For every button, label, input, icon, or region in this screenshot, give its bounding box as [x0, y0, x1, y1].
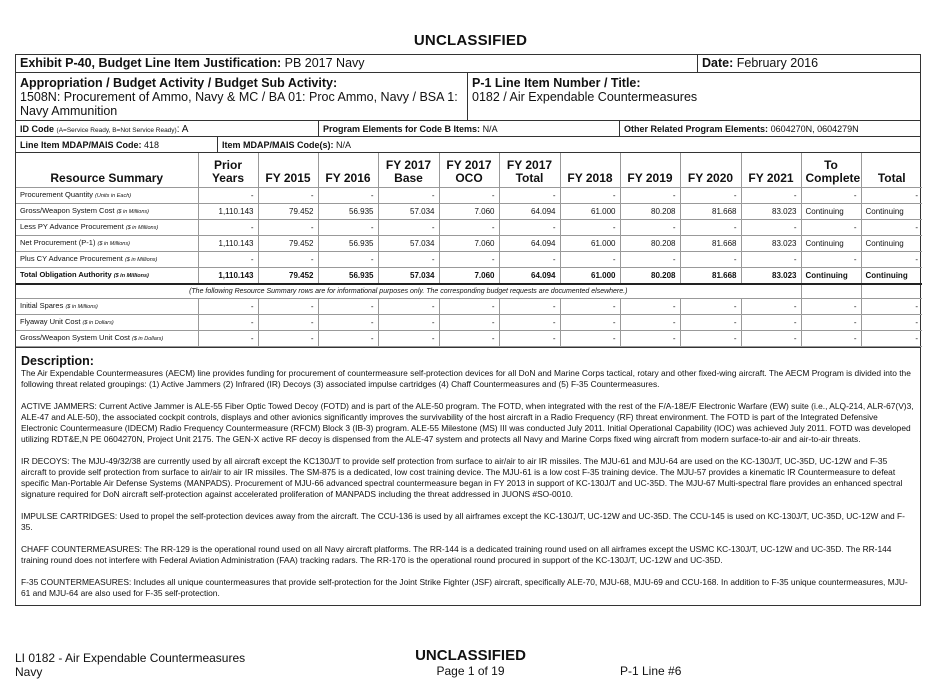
table-cell: -: [258, 315, 318, 331]
table-row: [16, 299, 922, 315]
table-cell: -: [741, 220, 801, 236]
table-cell: -: [801, 299, 861, 315]
row-label-text: Gross/Weapon System Cost: [20, 206, 115, 215]
table-cell: -: [499, 315, 560, 331]
table-cell: 79.452: [258, 236, 318, 252]
column-header: FY 2016: [318, 153, 378, 188]
row-unit: ($ in Millions): [116, 209, 149, 215]
other-program-elements-value: 0604270N, 0604279N: [770, 124, 859, 134]
resource-summary-body: [16, 188, 922, 347]
item-mdap-cell: [218, 137, 920, 152]
appropriation-label: Appropriation / Budget Activity / Budget Sub Activity:: [20, 76, 338, 90]
description-paragraph: ACTIVE JAMMERS: Current Active Jammer is ALE-55 Fiber Optic Towed Decoy (FOTD) and is part of the ALE-50 program. The FOTD, when integrated with the rest of the F/A-18E/F Electronic Warfare (EW) suite (i.e., ALQ-214, ALR-67(V)3, ALE-47 and ALE-50), the associated cockpit controls, displays and other avionics significantly improves the survivability of the host aircraft in a Radio Frequency (RF) threat environment. The FOTD is part of the Integrated Defensive Electronic Countermeasure (IDECM) Radio Frequency Countermeasure (RFCM) Block 3 (IB-3) program. ALE-55 Milestone (MS) III was conducted July 2011. Initial Operational Capability (IOC) was achieved July 2011. FOTD was developed utilizing RDT&E,N PE 0604270N, Project Unit 2175. The GEN-X active RF decoy is dispensed from the ALE-47 system and protects all Navy and Marine Corps fixed wing aircraft from modern surface-to-air and air-to-air threats.: [21, 401, 914, 444]
program-elements-code-b-value: N/A: [482, 124, 498, 134]
footer-line-item: LI 0182 - Air Expendable Countermeasures: [15, 651, 246, 665]
line-item-mdap-cell: [16, 137, 218, 152]
table-cell: 81.668: [680, 204, 741, 220]
id-code-label: ID Code: [20, 124, 55, 134]
table-cell: -: [560, 331, 620, 347]
row-label: [16, 204, 198, 220]
table-row: [16, 315, 922, 331]
table-cell: 64.094: [499, 204, 560, 220]
table-cell: 57.034: [378, 268, 439, 285]
table-cell: -: [741, 252, 801, 268]
table-cell: -: [439, 188, 499, 204]
exhibit-label: Exhibit P-40, Budget Line Item Justification:: [20, 56, 282, 70]
p1-line-item-label: P-1 Line Item Number / Title:: [472, 76, 641, 90]
date-label: Date:: [702, 56, 734, 70]
table-cell: 7.060: [439, 268, 499, 285]
table-cell: -: [861, 188, 922, 204]
table-row: [16, 252, 922, 268]
table-cell: -: [198, 331, 258, 347]
row-label: [16, 236, 198, 252]
row-label: [16, 268, 198, 285]
resource-summary-header-row: [16, 153, 922, 188]
table-cell: 56.935: [318, 236, 378, 252]
row-label-text: Procurement Quantity: [20, 190, 93, 199]
table-cell: -: [378, 315, 439, 331]
table-cell: -: [560, 252, 620, 268]
table-cell: -: [318, 299, 378, 315]
table-cell: -: [258, 252, 318, 268]
description-paragraph: CHAFF COUNTERMEASURES: The RR-129 is the operational round used on all Navy aircraft platforms. The RR-144 is a dedicated training round used on all airframes except the USMC KC-130J/T, UC-12W and UC-35D. The RR-144 training round does not interfere with Federal Aviation Administration (FAA) tracking radars. The RR-170 is the operational round procured in support of the KC-130J/T, UC-12W and UC-35D.: [21, 544, 892, 565]
table-cell: -: [680, 299, 741, 315]
table-cell: 61.000: [560, 236, 620, 252]
id-code-row: [16, 121, 920, 137]
table-cell: -: [258, 331, 318, 347]
table-cell: -: [499, 299, 560, 315]
row-label-text: Net Procurement (P-1): [20, 238, 96, 247]
table-cell: -: [861, 315, 922, 331]
table-cell: -: [378, 252, 439, 268]
row-unit: (Units in Each): [95, 193, 132, 199]
table-cell: -: [499, 188, 560, 204]
table-cell: 56.935: [318, 204, 378, 220]
other-program-elements-cell: [620, 121, 920, 136]
column-header-resource-summary: Resource Summary: [16, 153, 198, 188]
table-row: [16, 331, 922, 347]
id-code-cell: [16, 121, 319, 136]
table-cell: -: [258, 188, 318, 204]
table-cell: 64.094: [499, 236, 560, 252]
table-cell: -: [680, 188, 741, 204]
mdap-row: [16, 137, 920, 153]
row-unit: ($ in Dollars): [82, 320, 114, 326]
table-cell: 57.034: [378, 236, 439, 252]
resource-summary-table: [16, 153, 922, 347]
row-label: [16, 315, 198, 331]
row-label-text: Flyaway Unit Cost: [20, 317, 81, 326]
table-cell: 61.000: [560, 204, 620, 220]
column-header: FY 2017 Base: [378, 153, 439, 188]
table-cell: 80.208: [620, 204, 680, 220]
column-header: FY 2017 OCO: [439, 153, 499, 188]
table-cell: 1,110.143: [198, 268, 258, 285]
footer-page-number: Page 1 of 19: [436, 664, 505, 678]
table-cell: -: [378, 299, 439, 315]
column-header: FY 2020: [680, 153, 741, 188]
table-cell: -: [439, 299, 499, 315]
description-paragraph: IR DECOYS: The MJU-49/32/38 are currently used by all aircraft except the KC130J/T to provide self protection from surface to air/air to air IR missiles. The MJU-61 and MJU-64 are used on the KC-130J/T, UC-35D, UC-12W and F-35 aircraft to provide self protection from surface to air/air to air IR missiles. The SM-875 is a dedicated, low cost training device. The MJU-61 is a low cost F-35 training device. The MJU-57 provides a kinematic IR Countermeasure to defeat specific Man-Portable Air Defense Systems (MANPADS). Procurement of MJU-66 advanced spectral countermeasure began in FY 2013 in support of KC-130J/T and UC-35D. The MJU-67 Multi-spectral flare provides an enhanced spectral signature required for DoN aircraft self-protection against accelerated proliferation of MANPADS including the threat addressed in JUONS #SO-0010.: [21, 456, 903, 499]
classification-header: UNCLASSIFIED: [413, 32, 528, 49]
table-cell: -: [499, 252, 560, 268]
table-cell: -: [198, 220, 258, 236]
table-cell: -: [318, 252, 378, 268]
column-header: Prior Years: [198, 153, 258, 188]
table-cell: 81.668: [680, 268, 741, 285]
description-section: [16, 347, 920, 605]
table-cell: -: [861, 252, 922, 268]
item-mdap-label: Item MDAP/MAIS Code(s):: [222, 140, 334, 150]
id-code-note: (A=Service Ready, B=Not Service Ready): [56, 127, 177, 134]
p40-exhibit-form: [15, 54, 921, 606]
row-unit: ($ in Millions): [125, 225, 159, 231]
program-elements-code-b-cell: [319, 121, 620, 136]
table-cell: Continuing: [861, 204, 922, 220]
table-cell: -: [620, 220, 680, 236]
table-cell: 83.023: [741, 204, 801, 220]
table-cell: -: [620, 252, 680, 268]
table-cell: -: [560, 299, 620, 315]
table-cell: -: [499, 331, 560, 347]
table-cell: -: [680, 220, 741, 236]
program-elements-code-b-label: Program Elements for Code B Items:: [323, 124, 481, 134]
row-unit: ($ in Millions): [124, 257, 158, 263]
footer-service: Navy: [15, 665, 43, 679]
appropriation-value: 1508N: Procurement of Ammo, Navy & MC / BA 01: Proc Ammo, Navy / BSA 1: Navy Ammunition: [20, 90, 458, 118]
table-cell: 64.094: [499, 268, 560, 285]
table-cell: 61.000: [560, 268, 620, 285]
table-cell: -: [378, 331, 439, 347]
footer-classification: UNCLASSIFIED: [415, 647, 526, 664]
description-title: Description:: [21, 354, 94, 368]
row-label: [16, 188, 198, 204]
table-row: [16, 220, 922, 236]
table-cell: -: [378, 220, 439, 236]
table-cell: -: [741, 188, 801, 204]
table-cell: 7.060: [439, 236, 499, 252]
table-cell: -: [680, 252, 741, 268]
appropriation-row: [16, 73, 920, 121]
table-cell: -: [318, 331, 378, 347]
footer-center: [0, 648, 941, 678]
table-cell: 80.208: [620, 268, 680, 285]
table-cell: -: [198, 252, 258, 268]
row-unit: ($ in Dollars): [132, 336, 164, 342]
table-cell: -: [680, 315, 741, 331]
table-cell: -: [258, 299, 318, 315]
table-cell: Continuing: [861, 236, 922, 252]
table-cell: 1,110.143: [198, 236, 258, 252]
row-label-text: Plus CY Advance Procurement: [20, 254, 123, 263]
p1-line-item-value: 0182 / Air Expendable Countermeasures: [472, 90, 698, 104]
table-cell: -: [680, 331, 741, 347]
table-cell: [801, 284, 861, 299]
table-cell: -: [861, 299, 922, 315]
exhibit-row: [16, 55, 920, 73]
description-paragraph: The Air Expendable Countermeasures (AECM) line provides funding for procurement of countermeasure self-protection devices for all DoN and Marine Corps tactical, rotary and other fixed-wing aircraft. The AECM Program is divided into the following threat related groupings: (1) Active Jammers (2) Infrared (IR) Decoys (3) associated impulse cartridges (4) Chaff Countermeasures and (5) F-35 Countermeasures.: [21, 368, 911, 389]
info-note-row: [16, 284, 922, 299]
table-cell: 1,110.143: [198, 204, 258, 220]
table-cell: Continuing: [801, 204, 861, 220]
table-cell: -: [560, 220, 620, 236]
row-label: [16, 299, 198, 315]
description-paragraphs: [21, 368, 914, 599]
table-cell: -: [198, 188, 258, 204]
id-code-value: : A: [176, 124, 189, 135]
table-cell: -: [258, 220, 318, 236]
table-cell: -: [439, 331, 499, 347]
exhibit-cell: [16, 55, 698, 72]
table-cell: -: [318, 188, 378, 204]
column-header: To Complete: [801, 153, 861, 188]
table-cell: -: [439, 252, 499, 268]
table-cell: -: [801, 315, 861, 331]
row-unit: ($ in Millions): [97, 241, 130, 247]
row-label-text: Less PY Advance Procurement: [20, 222, 124, 231]
table-cell: -: [801, 252, 861, 268]
table-cell: 57.034: [378, 204, 439, 220]
table-cell: -: [318, 220, 378, 236]
row-label: [16, 331, 198, 347]
description-paragraph: IMPULSE CARTRIDGES: Used to propel the self-protection devices away from the aircraft. The CCU-136 is used by all airframes except the KC-130J/T, UC-12W and UC-35D. The CCU-145 is used on KC-130J/T, UC-35D, UC-12W and F-35.: [21, 511, 905, 532]
table-cell: 56.935: [318, 268, 378, 285]
description-paragraph: F-35 COUNTERMEASURES: Includes all unique countermeasures that provide self-protection for the Joint Strike Fighter (JSF) aircraft, specifically ALE-70, MJU-68, MJU-69 and CCU-168. In addition to F-35 unique countermeasures, MJU-61 and MJU-64 are also used for F-35 self-protection.: [21, 577, 908, 598]
table-cell: -: [620, 188, 680, 204]
table-cell: 7.060: [439, 204, 499, 220]
appropriation-cell: [16, 73, 468, 120]
table-cell: -: [801, 220, 861, 236]
row-label-text: Total Obligation Authority: [20, 270, 112, 279]
date-value: February 2016: [736, 56, 819, 70]
table-cell: -: [861, 220, 922, 236]
table-cell: [861, 284, 922, 299]
column-header: FY 2019: [620, 153, 680, 188]
row-label-text: Gross/Weapon System Unit Cost: [20, 333, 130, 342]
column-header: FY 2021: [741, 153, 801, 188]
date-cell: [698, 55, 920, 72]
item-mdap-value: N/A: [336, 140, 352, 150]
table-cell: -: [620, 315, 680, 331]
table-cell: 83.023: [741, 236, 801, 252]
table-cell: Continuing: [801, 236, 861, 252]
table-row: [16, 188, 922, 204]
table-cell: 83.023: [741, 268, 801, 285]
other-program-elements-label: Other Related Program Elements:: [624, 124, 769, 134]
table-cell: Continuing: [861, 268, 922, 285]
table-cell: -: [560, 188, 620, 204]
table-cell: -: [620, 299, 680, 315]
table-cell: -: [801, 331, 861, 347]
table-row: [16, 204, 922, 220]
table-cell: 81.668: [680, 236, 741, 252]
row-label-text: Initial Spares: [20, 301, 64, 310]
line-item-mdap-label: Line Item MDAP/MAIS Code:: [20, 140, 142, 150]
table-cell: -: [741, 315, 801, 331]
table-cell: 79.452: [258, 204, 318, 220]
p1-line-item-cell: [468, 73, 920, 120]
exhibit-value: PB 2017 Navy: [284, 56, 365, 70]
table-cell: -: [741, 299, 801, 315]
table-cell: -: [499, 220, 560, 236]
row-unit: ($ in Millions): [65, 304, 98, 310]
column-header: Total: [861, 153, 922, 188]
table-cell: Continuing: [801, 268, 861, 285]
table-cell: -: [861, 331, 922, 347]
row-label: [16, 252, 198, 268]
table-cell: 80.208: [620, 236, 680, 252]
column-header: FY 2018: [560, 153, 620, 188]
footer-p1-line: P-1 Line #6: [620, 664, 682, 678]
table-cell: -: [560, 315, 620, 331]
table-row: [16, 236, 922, 252]
table-cell: -: [741, 331, 801, 347]
table-cell: -: [198, 315, 258, 331]
table-cell: -: [439, 220, 499, 236]
column-header: FY 2017 Total: [499, 153, 560, 188]
table-row: [16, 268, 922, 285]
column-header: FY 2015: [258, 153, 318, 188]
info-note: (The following Resource Summary rows are for informational purposes only. The corresponding budget requests are documented elsewhere.): [16, 284, 801, 299]
row-unit: ($ in Millions): [113, 273, 149, 279]
line-item-mdap-value: 418: [144, 140, 160, 150]
table-cell: -: [620, 331, 680, 347]
table-cell: -: [801, 188, 861, 204]
row-label: [16, 220, 198, 236]
table-cell: -: [378, 188, 439, 204]
table-cell: 79.452: [258, 268, 318, 285]
table-cell: -: [198, 299, 258, 315]
table-cell: -: [318, 315, 378, 331]
table-cell: -: [439, 315, 499, 331]
